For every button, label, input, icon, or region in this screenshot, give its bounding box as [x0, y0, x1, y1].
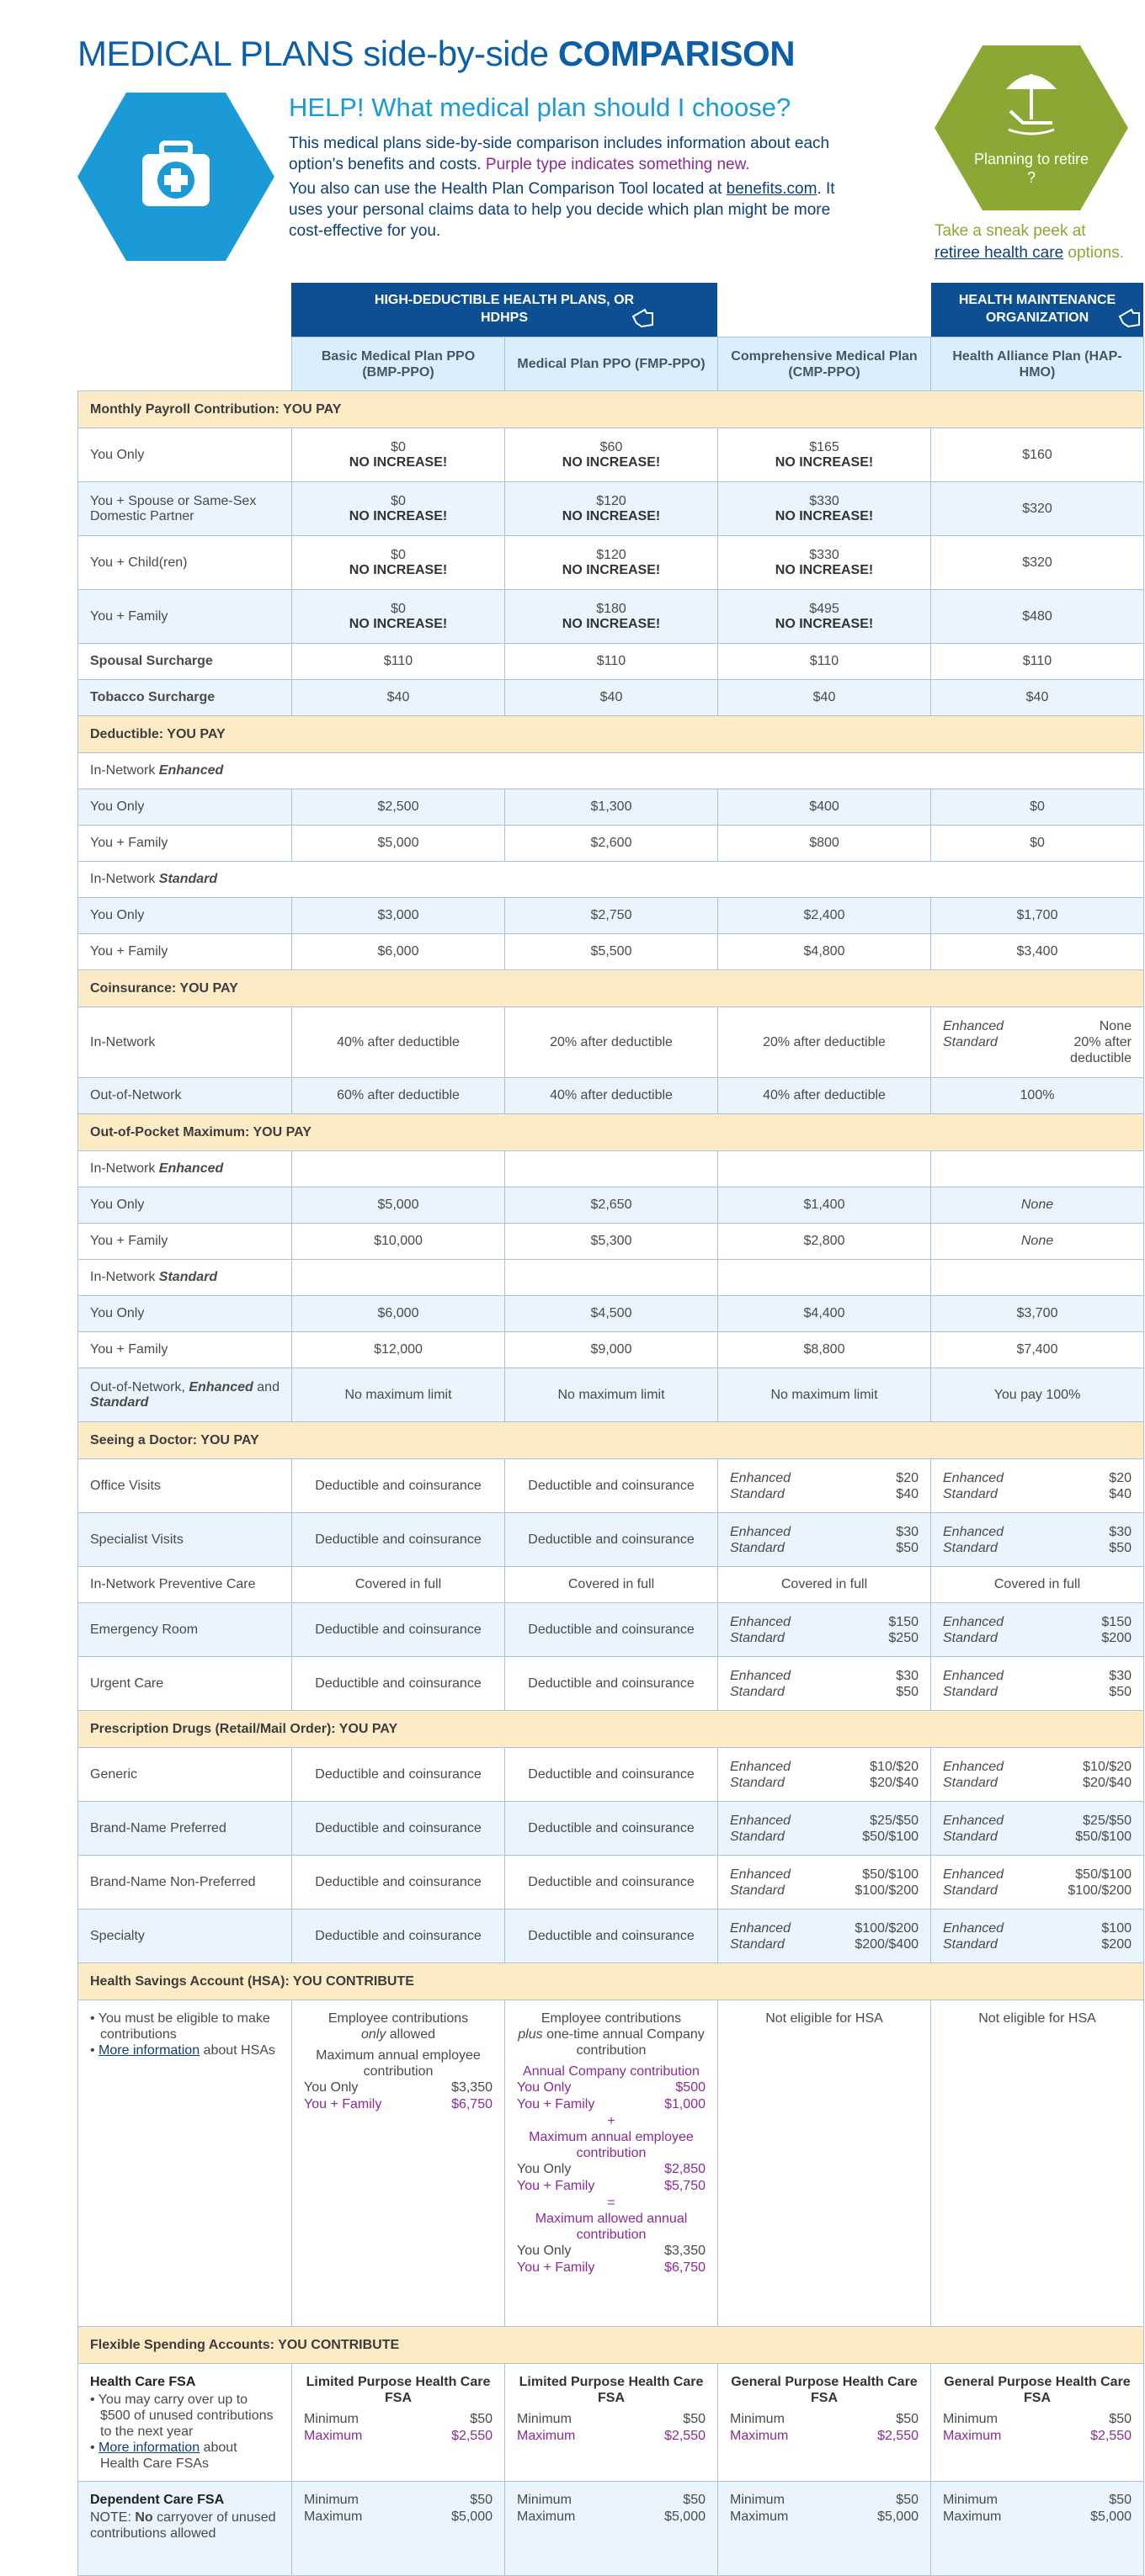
plan-comparison-table [77, 337, 1144, 2576]
table-row: You + Child(ren) $0 NO INCREASE! $120 NO INCREASE! $330 NO INCREASE! $320 [78, 536, 1144, 590]
table-row: In-Network Preventive Care Covered in full Covered in full Covered in full Covered in full [78, 1567, 1144, 1603]
table-row: You Only $3,000 $2,750 $2,400 $1,700 [78, 898, 1144, 934]
section-header: Out-of-Pocket Maximum: YOU PAY [78, 1114, 1144, 1151]
section-header: Prescription Drugs (Retail/Mail Order): YOU PAY [78, 1711, 1144, 1748]
plan-header-row [78, 337, 1144, 391]
table-row: Tobacco Surcharge $40 $40 $40 $40 [78, 680, 1144, 716]
table-row: In-Network 40% after deductible 20% after deductible 20% after deductible Enhanced None Standard 20% after deductible [78, 1007, 1144, 1078]
table-row: Out-of-Network, Enhanced and Standard No maximum limit No maximum limit No maximum limit You pay 100% [78, 1368, 1144, 1422]
retiree-note: Take a sneak peek at retiree health care options. [935, 222, 1124, 262]
table-row: You Only $6,000 $4,500 $4,400 $3,700 [78, 1296, 1144, 1332]
help-text: This medical plans side-by-side comparison includes information about each option's benefits and costs. Purple type indicates something new. You also can use the Health Plan Comparison Tool located at benefits.com. It uses your personal claims data to help you decide which plan might be more cost-effective for you. [289, 135, 835, 240]
table-row: You Only $0 NO INCREASE! $60 NO INCREASE! $165 NO INCREASE! $160 [78, 428, 1144, 482]
section-header: Coinsurance: YOU PAY [78, 970, 1144, 1007]
medical-kit-icon [77, 93, 274, 261]
table-row: Emergency Room Deductible and coinsurance Deductible and coinsurance Enhanced $150 Standard $250 Enhanced $150 Standard $200 [78, 1603, 1144, 1657]
table-row: Health Care FSA • You may carry over up to $500 of unused contributions to the next year • More information about Health Care FSAs Limited Purpose Health Care FSA Minimum $50 Maximum $2,550 Limited Purpose Health Care FSA Minimum $50 Maximum $2,550 General Purpose Health Care FSA Minimum $50 Maximum $2,550 General Purpose Health Care FSA Minimum $50 Maximum $2,550 [78, 2364, 1144, 2482]
subheader-row: In-Network Enhanced [78, 753, 1144, 789]
fsa-more-info-link[interactable]: More information [99, 2441, 200, 2455]
table-row: You Only $5,000 $2,650 $1,400 None [78, 1187, 1144, 1224]
table-row: Specialty Deductible and coinsurance Deductible and coinsurance Enhanced $100/$200 Standard $200/$400 Enhanced $100 Standard $200 [78, 1909, 1144, 1963]
hmo-group-header: HEALTH MAINTENANCE ORGANIZATION [931, 283, 1143, 337]
plan-name: Health Alliance Plan (HAP-HMO) [931, 337, 1144, 391]
pointing-hand-icon[interactable] [1116, 305, 1142, 330]
hdhp-group-header: HIGH-DEDUCTIBLE HEALTH PLANS, OR HDHPS [291, 283, 717, 337]
retiree-health-care-link[interactable]: retiree health care [935, 244, 1064, 262]
table-row: You + Family $12,000 $9,000 $8,800 $7,400 [78, 1332, 1144, 1368]
table-row: Brand-Name Non-Preferred Deductible and coinsurance Deductible and coinsurance Enhanced $50/$100 Standard $100/$200 Enhanced $50/$100 Standard $100/$200 [78, 1856, 1144, 1909]
table-row: Urgent Care Deductible and coinsurance Deductible and coinsurance Enhanced $30 Standard $50 Enhanced $30 Standard $50 [78, 1657, 1144, 1711]
table-row: • You must be eligible to make contributions • More information about HSAs Employee contributions only allowed Maximum annual employee contribution You Only $3,350 You + Family $6,750 Employee contributions plus one-time annual Company contribution Annual Company contribution You Only $500 You + Family $1,000 + Maximum annual employee contribution You Only $2,850 You + Family $5,750 = Maximum allowed annual contribution You Only $3,350 You + Family $6,750 Not eligible for HSA Not eligible for HSA [78, 2000, 1144, 2327]
table-row: Office Visits Deductible and coinsurance Deductible and coinsurance Enhanced $20 Standard $40 Enhanced $20 Standard $40 [78, 1459, 1144, 1513]
section-header: Flexible Spending Accounts: YOU CONTRIBUTE [78, 2327, 1144, 2364]
plan-name: Comprehensive Medical Plan (CMP-PPO) [718, 337, 931, 391]
table-row: Dependent Care FSA NOTE: No carryover of unused contributions allowed Minimum $50 Maximum $5,000 Minimum $50 Maximum $5,000 Minimum $50 Maximum $5,000 Minimum $50 Maximum $5,000 [78, 2482, 1144, 2576]
subheader-row: In-Network Enhanced [78, 1151, 1144, 1187]
section-header: Seeing a Doctor: YOU PAY [78, 1422, 1144, 1459]
plan-name: Basic Medical Plan PPO (BMP-PPO) [292, 337, 505, 391]
plan-name: Medical Plan PPO (FMP-PPO) [505, 337, 718, 391]
table-row: You + Family $0 NO INCREASE! $180 NO INCREASE! $495 NO INCREASE! $480 [78, 590, 1144, 644]
table-row: You Only $2,500 $1,300 $400 $0 [78, 789, 1144, 826]
table-row: Generic Deductible and coinsurance Deductible and coinsurance Enhanced $10/$20 Standard $20/$40 Enhanced $10/$20 Standard $20/$40 [78, 1748, 1144, 1802]
table-row: Out-of-Network 60% after deductible 40% after deductible 40% after deductible 100% [78, 1078, 1144, 1114]
table-row: Spousal Surcharge $110 $110 $110 $110 [78, 644, 1144, 680]
table-row: You + Family $6,000 $5,500 $4,800 $3,400 [78, 934, 1144, 970]
page-title: MEDICAL PLANS side-by-side COMPARISON [77, 34, 796, 73]
table-row: You + Family $10,000 $5,300 $2,800 None [78, 1224, 1144, 1260]
table-row: Brand-Name Preferred Deductible and coinsurance Deductible and coinsurance Enhanced $25/$50 Standard $50/$100 Enhanced $25/$50 Standard $50/$100 [78, 1802, 1144, 1856]
pointing-hand-icon[interactable] [630, 305, 655, 330]
help-heading: HELP! What medical plan should I choose? [289, 93, 791, 122]
section-header: Health Savings Account (HSA): YOU CONTRIBUTE [78, 1963, 1144, 2000]
table-row: You + Family $5,000 $2,600 $800 $0 [78, 826, 1144, 862]
table-row: You + Spouse or Same-Sex Domestic Partner $0 NO INCREASE! $120 NO INCREASE! $330 NO INCREASE! $320 [78, 482, 1144, 536]
table-row: Specialist Visits Deductible and coinsurance Deductible and coinsurance Enhanced $30 Standard $50 Enhanced $30 Standard $50 [78, 1513, 1144, 1567]
section-header: Deductible: YOU PAY [78, 716, 1144, 753]
benefits-link[interactable]: benefits.com [726, 180, 817, 198]
section-header: Monthly Payroll Contribution: YOU PAY [78, 391, 1144, 428]
planning-to-retire-label: Planning to retire ? [973, 151, 1089, 186]
subheader-row: In-Network Standard [78, 862, 1144, 898]
subheader-row: In-Network Standard [78, 1260, 1144, 1296]
hsa-more-info-link[interactable]: More information [99, 2043, 200, 2058]
